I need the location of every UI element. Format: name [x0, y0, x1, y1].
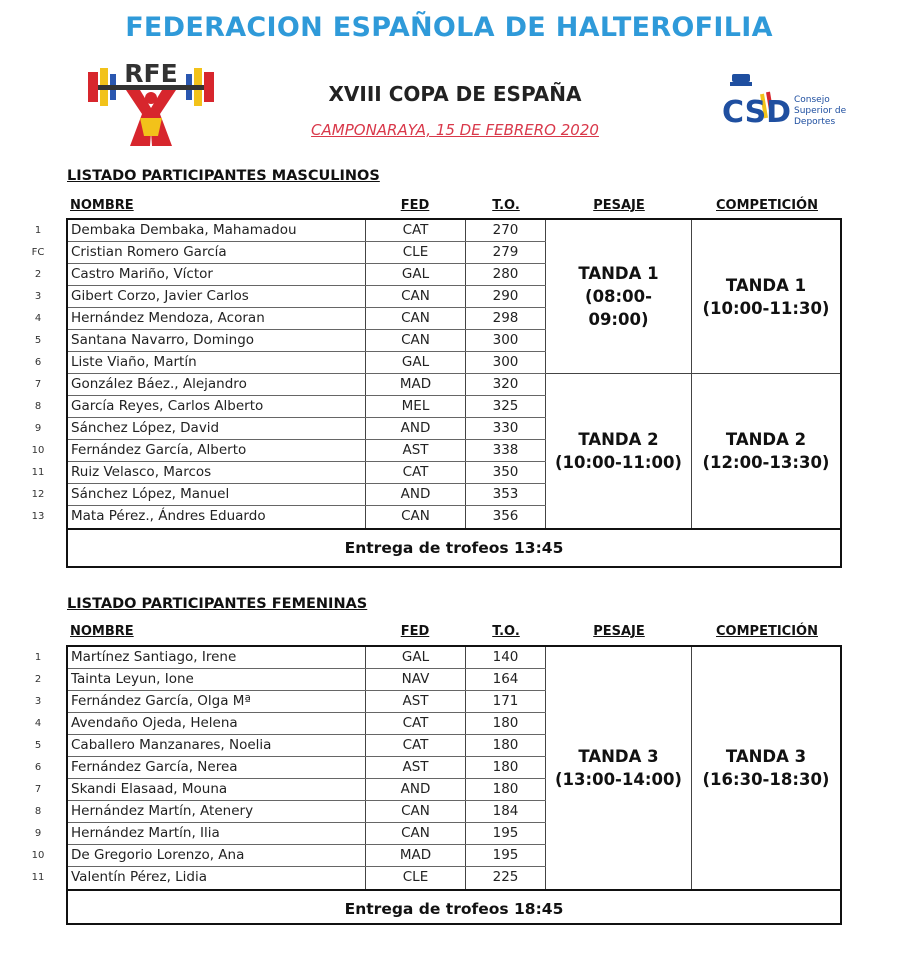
men-section-title: LISTADO PARTICIPANTES MASCULINOS — [67, 168, 380, 184]
participant-name: Martínez Santiago, Irene — [68, 647, 366, 668]
participant-to: 279 — [466, 242, 546, 263]
participant-to: 320 — [466, 374, 546, 395]
participant-to: 280 — [466, 264, 546, 285]
participant-fed: MAD — [366, 374, 466, 395]
row-number: 10 — [31, 850, 45, 861]
participant-to: 325 — [466, 396, 546, 417]
men-competicion-2-label: TANDA 2 — [725, 430, 807, 449]
men-col-pesaje: PESAJE — [593, 198, 645, 213]
participant-name: Mata Pérez., Ándres Eduardo — [68, 506, 366, 528]
women-col-to: T.O. — [492, 624, 520, 639]
participant-fed: CAT — [366, 220, 466, 241]
participant-row — [68, 757, 546, 779]
participant-to: 356 — [466, 506, 546, 528]
participant-name: Skandi Elasaad, Mouna — [68, 779, 366, 800]
participant-row — [68, 506, 546, 528]
participant-row — [68, 220, 546, 242]
participant-fed: CAT — [366, 462, 466, 483]
participant-fed: AND — [366, 484, 466, 505]
row-number: 3 — [34, 291, 42, 302]
row-number: 13 — [31, 511, 45, 522]
participant-name: De Gregorio Lorenzo, Ana — [68, 845, 366, 866]
participant-row — [68, 418, 546, 440]
rfe-logo-text: RFE — [124, 59, 178, 88]
participant-to: 290 — [466, 286, 546, 307]
participant-to: 180 — [466, 735, 546, 756]
participant-name: González Báez., Alejandro — [68, 374, 366, 395]
women-col-pesaje: PESAJE — [593, 624, 645, 639]
participant-row — [68, 264, 546, 286]
participant-to: 353 — [466, 484, 546, 505]
men-col-to: T.O. — [492, 198, 520, 213]
row-number: 8 — [34, 806, 42, 817]
participant-row — [68, 735, 546, 757]
row-number: 7 — [34, 784, 42, 795]
men-pesaje-tanda-1 — [546, 220, 692, 374]
participant-row — [68, 647, 546, 669]
row-number: 5 — [34, 335, 42, 346]
participant-row — [68, 462, 546, 484]
participant-name: García Reyes, Carlos Alberto — [68, 396, 366, 417]
participant-fed: CAN — [366, 506, 466, 528]
men-pesaje-2-time: (10:00-11:00) — [555, 453, 682, 472]
participant-fed: AST — [366, 757, 466, 778]
women-section-title: LISTADO PARTICIPANTES FEMENINAS — [67, 596, 368, 612]
row-number: 2 — [34, 269, 42, 280]
participant-row — [68, 352, 546, 374]
participant-to: 300 — [466, 352, 546, 373]
participant-row — [68, 484, 546, 506]
men-pesaje-1-time-b: 09:00) — [588, 310, 649, 329]
participant-name: Sánchez López, Manuel — [68, 484, 366, 505]
participant-to: 330 — [466, 418, 546, 439]
men-pesaje-1-label: TANDA 1 — [578, 264, 659, 283]
men-col-competicion: COMPETICIÓN — [716, 198, 818, 213]
participant-name: Gibert Corzo, Javier Carlos — [68, 286, 366, 307]
participant-row — [68, 669, 546, 691]
women-trophy-ceremony: Entrega de trofeos 18:45 — [68, 889, 840, 927]
participant-fed: CLE — [366, 867, 466, 889]
men-col-fed: FED — [400, 198, 430, 213]
women-col-fed: FED — [400, 624, 430, 639]
participant-row — [68, 308, 546, 330]
row-number: 11 — [31, 467, 45, 478]
row-number: 12 — [31, 489, 45, 500]
women-pesaje-tanda-3 — [546, 647, 692, 889]
participant-fed: GAL — [366, 352, 466, 373]
participant-to: 195 — [466, 845, 546, 866]
participant-to: 180 — [466, 757, 546, 778]
participant-name: Valentín Pérez, Lidia — [68, 867, 366, 889]
participant-name: Fernández García, Nerea — [68, 757, 366, 778]
participant-fed: CAN — [366, 823, 466, 844]
participant-row — [68, 823, 546, 845]
men-competicion-2-time: (12:00-13:30) — [702, 453, 830, 472]
participant-fed: GAL — [366, 647, 466, 668]
participant-to: 164 — [466, 669, 546, 690]
men-pesaje-tanda-2 — [546, 374, 692, 528]
participant-row — [68, 845, 546, 867]
participant-fed: CLE — [366, 242, 466, 263]
organization-title: FEDERACION ESPAÑOLA DE HALTEROFILIA — [125, 12, 773, 43]
participant-fed: CAN — [366, 308, 466, 329]
participant-fed: MAD — [366, 845, 466, 866]
participant-to: 184 — [466, 801, 546, 822]
participant-to: 225 — [466, 867, 546, 889]
csd-logo — [718, 72, 848, 144]
women-competicion-tanda-3 — [692, 647, 840, 889]
participant-name: Hernández Mendoza, Acoran — [68, 308, 366, 329]
participant-to: 300 — [466, 330, 546, 351]
participant-to: 140 — [466, 647, 546, 668]
participant-fed: CAN — [366, 801, 466, 822]
participant-name: Avendaño Ojeda, Helena — [68, 713, 366, 734]
participant-fed: AST — [366, 691, 466, 712]
event-subtitle: CAMPONARAYA, 15 DE FEBRERO 2020 — [311, 121, 599, 139]
row-number: 4 — [34, 718, 42, 729]
participant-row — [68, 242, 546, 264]
men-competicion-1-time: (10:00-11:30) — [702, 298, 830, 318]
participant-name: Fernández García, Alberto — [68, 440, 366, 461]
row-number: 9 — [34, 423, 42, 434]
men-competicion-tanda-1 — [692, 220, 840, 374]
women-competicion-3-label: TANDA 3 — [725, 747, 807, 766]
participant-fed: AND — [366, 779, 466, 800]
participant-to: 195 — [466, 823, 546, 844]
participant-name: Fernández García, Olga Mª — [68, 691, 366, 712]
women-col-name: NOMBRE — [70, 624, 134, 639]
men-pesaje-1-time-a: (08:00- — [585, 287, 652, 306]
row-number: FC — [31, 247, 45, 258]
participant-fed: CAT — [366, 713, 466, 734]
row-number: 8 — [34, 401, 42, 412]
participant-name: Ruiz Velasco, Marcos — [68, 462, 366, 483]
participant-fed: GAL — [366, 264, 466, 285]
event-title: XVIII COPA DE ESPAÑA — [328, 82, 582, 106]
row-number: 11 — [31, 872, 45, 883]
participant-fed: AND — [366, 418, 466, 439]
men-competicion-tanda-2 — [692, 374, 840, 528]
row-number: 1 — [34, 225, 42, 236]
row-number: 7 — [34, 379, 42, 390]
participant-to: 298 — [466, 308, 546, 329]
men-competicion-1-label: TANDA 1 — [725, 275, 807, 295]
csd-crown-icon — [718, 72, 848, 144]
participant-name: Santana Navarro, Domingo — [68, 330, 366, 351]
men-trophy-ceremony: Entrega de trofeos 13:45 — [68, 528, 840, 566]
row-number: 6 — [34, 762, 42, 773]
men-pesaje-2-label: TANDA 2 — [578, 430, 659, 449]
men-participants-table — [66, 218, 842, 568]
participant-name: Cristian Romero García — [68, 242, 366, 263]
participant-row — [68, 713, 546, 735]
participant-name: Caballero Manzanares, Noelia — [68, 735, 366, 756]
participant-fed: CAT — [366, 735, 466, 756]
women-pesaje-3-label: TANDA 3 — [578, 747, 659, 766]
participant-name: Tainta Leyun, Ione — [68, 669, 366, 690]
participant-name: Hernández Martín, Atenery — [68, 801, 366, 822]
women-competicion-3-time: (16:30-18:30) — [702, 770, 830, 789]
participant-row — [68, 779, 546, 801]
participant-name: Castro Mariño, Víctor — [68, 264, 366, 285]
participant-name: Hernández Martín, Ilia — [68, 823, 366, 844]
csd-caption-3: Deportes — [794, 117, 836, 127]
csd-caption-2: Superior de — [794, 106, 847, 116]
participant-to: 350 — [466, 462, 546, 483]
participant-fed: AST — [366, 440, 466, 461]
participant-to: 338 — [466, 440, 546, 461]
row-number: 3 — [34, 696, 42, 707]
row-number: 10 — [31, 445, 45, 456]
row-number: 5 — [34, 740, 42, 751]
participant-fed: MEL — [366, 396, 466, 417]
men-col-name: NOMBRE — [70, 198, 134, 213]
participant-name: Liste Viaño, Martín — [68, 352, 366, 373]
participant-fed: NAV — [366, 669, 466, 690]
women-pesaje-3-time: (13:00-14:00) — [555, 770, 682, 789]
csd-caption-1: Consejo — [794, 95, 830, 105]
csd-logo-text: CSD — [722, 95, 792, 130]
participant-name: Dembaka Dembaka, Mahamadou — [68, 220, 366, 241]
row-number: 2 — [34, 674, 42, 685]
participant-row — [68, 691, 546, 713]
participant-row — [68, 374, 546, 396]
participant-row — [68, 801, 546, 823]
participant-to: 171 — [466, 691, 546, 712]
participant-row — [68, 286, 546, 308]
participant-name: Sánchez López, David — [68, 418, 366, 439]
participant-row — [68, 330, 546, 352]
participant-to: 180 — [466, 713, 546, 734]
row-number: 6 — [34, 357, 42, 368]
participant-to: 270 — [466, 220, 546, 241]
women-col-competicion: COMPETICIÓN — [716, 624, 818, 639]
row-number: 4 — [34, 313, 42, 324]
row-number: 9 — [34, 828, 42, 839]
participant-row — [68, 867, 546, 889]
participant-fed: CAN — [366, 286, 466, 307]
participant-row — [68, 396, 546, 418]
participant-fed: CAN — [366, 330, 466, 351]
women-participants-table — [66, 645, 842, 925]
participant-row — [68, 440, 546, 462]
row-number: 1 — [34, 652, 42, 663]
participant-to: 180 — [466, 779, 546, 800]
